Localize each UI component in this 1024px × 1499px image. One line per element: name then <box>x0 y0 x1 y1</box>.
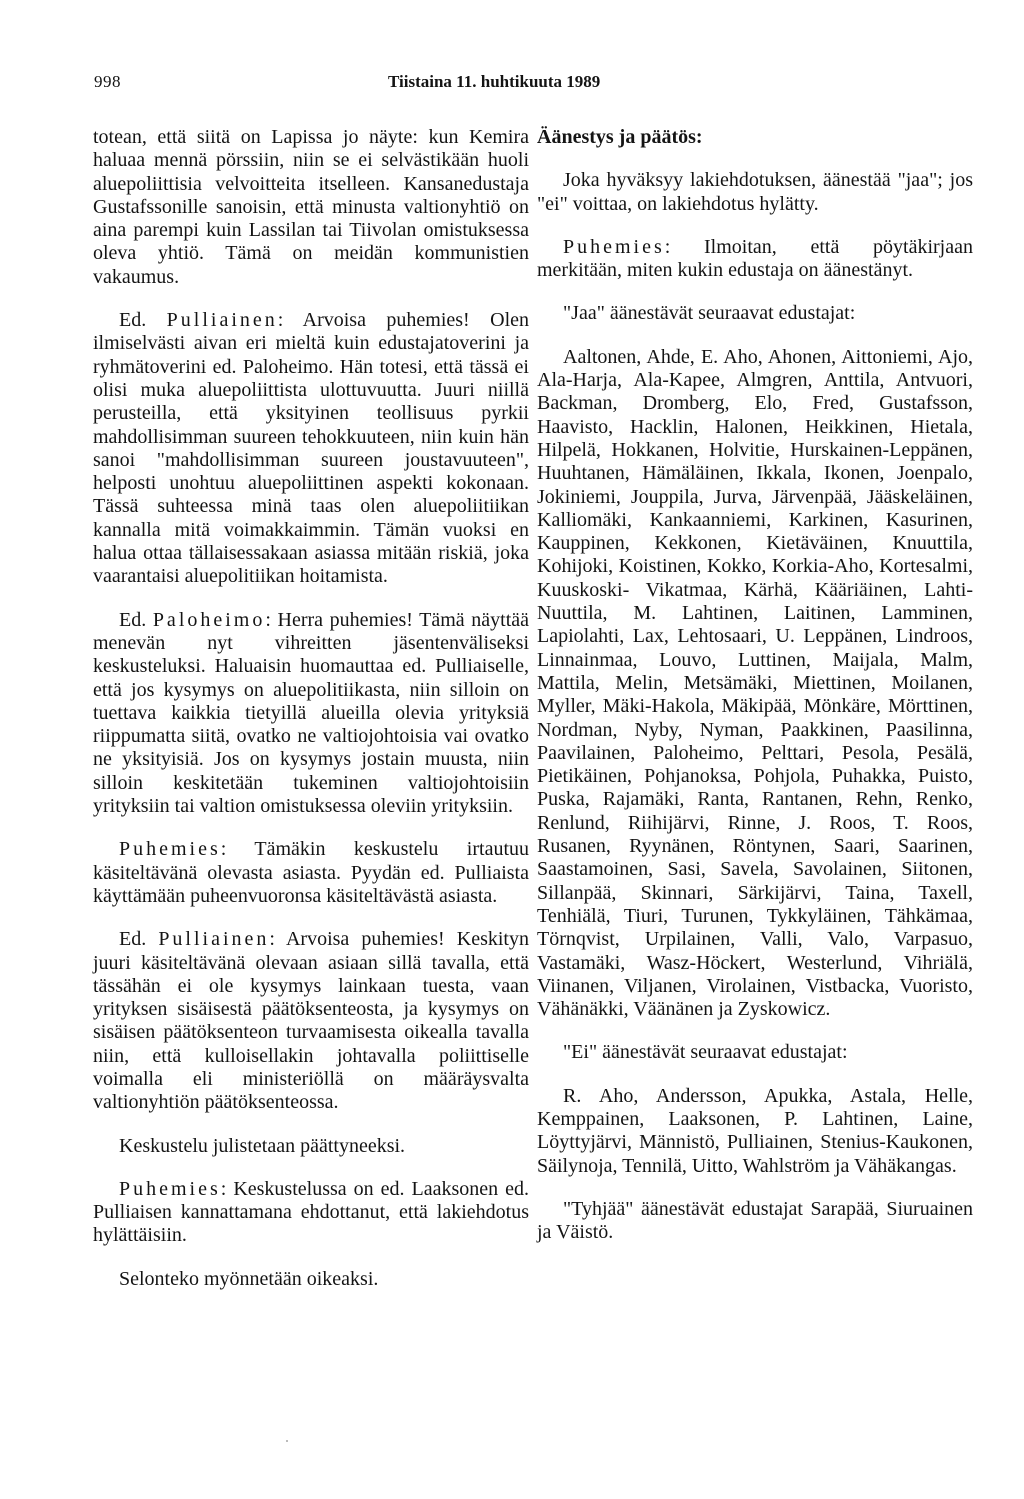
speech-text: : Herra puhemies! Tämä näyttää menevän nyt vihreitten jäsentenväliseksi keskusteluksi. Haluaisin huomauttaa ed. Pulliaiselle, että jos kysymys on aluepolitiikasta, niin silloin on tuettava kaikkia tietyillä alueilla olevia yrityksiä riippumatta siitä, ovatko ne valtiojohtoisia vai ovatko ne yksityisiä. Jos on kysymys jostain muusta, niin silloin keskitetään tukeminen valtiojohtoisiin yrityksiin tai valtion omistuksessa oleviin yrityksiin. <box>93 608 530 818</box>
tyhja-vote-paragraph: "Tyhjää" äänestävät edustajat Sarapää, Siuruainen ja Väistö. <box>537 1197 973 1244</box>
speech-puhemies-2 <box>93 1178 529 1248</box>
running-head-date: Tiistaina 11. huhtikuuta 1989 <box>388 72 601 91</box>
speech-paloheimo <box>93 609 529 819</box>
jaa-list-first: Aaltonen, <box>563 345 642 368</box>
scan-dot <box>286 1440 288 1442</box>
speaker-name: Puhemies <box>563 235 665 258</box>
speech-pulliainen-2 <box>93 928 529 1114</box>
jaa-vote-list <box>537 346 973 1022</box>
paragraph-report-approved: Selonteko myönnetään oikeaksi. <box>119 1267 379 1290</box>
ei-list-first: R. <box>563 1084 582 1107</box>
ei-list-names: Aho, Andersson, Apukka, Astala, Helle, Kemppainen, Laaksonen, P. Lahtinen, Laine, Löyttyjärvi, Männistö, Pulliainen, Stenius-Kaukonen, Säilynoja, Tennilä, Uitto, Wahlström ja Vähäkangas. <box>537 1084 974 1177</box>
paragraph-voting-instruction: Joka hyväksyy lakiehdotuksen, äänestää "jaa"; jos "ei" voittaa, on lakiehdotus hylätty. <box>537 169 973 215</box>
speech-text: : Ilmoitan, että pöytäkirjaan merkitään, miten kukin edustaja on äänestänyt. <box>537 235 973 282</box>
paragraph-continuation: totean, että siitä on Lapissa jo näyte: kun Kemira haluaa mennä pörssiin, niin se ei selvästikään huoli aluepoliittisia velvoitteita itselleen. Kansanedustaja Gustafssonille sanoisin, että minusta valtionyhtiö on aina parempi kuin Lassilan tai Tiivolan omistuksessa oleva yhtiö. Tämä on meidän kommunistien vakaumus. <box>93 126 529 288</box>
left-column <box>93 126 529 1311</box>
speech-text: : Tämäkin keskustelu irtautuu käsiteltävänä olevasta asiasta. Pyydän ed. Pulliaista käyttämään puheenvuoronsa käsiteltävästä asiasta. <box>93 838 529 907</box>
jaa-list-names: Ahde, E. Aho, Ahonen, Aittoniemi, Ajo, Ala-Harja, Ala-Kapee, Almgren, Anttila, Antvuori, Backman, Dromberg, Elo, Fred, Gustafsson, Haavisto, Hacklin, Halonen, Heikkinen, Hietala, Hilpelä, Hokkanen, Holvitie, Hurskainen-Leppänen, Huuhtanen, Hämäläinen, Ikkala, Ikonen, Joenpalo, Jokiniemi, Jouppila, Jurva, Järvenpää, Jääskeläinen, Kalliomäki, Kankaanniemi, Karkinen, Kasurinen, Kauppinen, Kekkonen, Kietäväinen, Knuuttila, Kohijoki, Koistinen, Kokko, Korkia-Aho, Kortesalmi, Kuuskoski- Vikatmaa, Kärhä, Kääriäinen, Lahti-Nuuttila, M. Lahtinen, Laitinen, Lamminen, Lapiolahti, Lax, Lehtosaari, U. Leppänen, Lindroos, Linnainmaa, Louvo, Luttinen, Maijala, Malm, Mattila, Melin, Metsämäki, Miettinen, Moilanen, Myller, Mäki-Hakola, Mäkipää, Mönkäre, Mörttinen, Nordman, Nyby, Nyman, Paakkinen, Paasilinna, Paavilainen, Paloheimo, Pelttari, Pesola, Pesälä, Pietikäinen, Pohjanoksa, Pohjola, Puhakka, Puisto, Puska, Rajamäki, Ranta, Rantanen, Rehn, Renko, Renlund, Riihijärvi, Rinne, J. Roos, T. Roos, Rusanen, Ryynänen, Röntynen, Saari, Saarinen, Saastamoinen, Sasi, Savela, Savolainen, Siitonen, Sillanpää, Skinnari, Särkijärvi, Taina, Taxell, Tenhiälä, Tiuri, Turunen, Tykkyläinen, Tähkämaa, Törnqvist, Urpilainen, Valli, Valo, Varpasuo, Vastamäki, Wasz-Höckert, Westerlund, Vihriälä, Viinanen, Viljanen, Virolainen, Vistbacka, Vuoristo, Vähänäkki, Väänänen ja Zyskowicz. <box>537 345 973 1021</box>
jaa-intro: "Jaa" äänestävät seuraavat edustajat: <box>563 302 856 325</box>
speech-text: : Arvoisa puhemies! Keskityn juuri käsiteltävänä olevaan asiaan sillä tavalla, että tässähän ei ole kysymys lainkaan tuesta, vaan yrityksen sisäisestä päätöksenteosta, ja kysymys on sisäisen päätöksenteon turvaamisesta oikealla tavalla niin, että kulloisellakin johtavalla poliittiselle voimalla eli ministeriöllä on määräysvalta valtionyhtiön päätöksenteossa. <box>93 928 529 1114</box>
ei-vote-list <box>537 1085 973 1178</box>
speech-puhemies-3 <box>537 236 973 283</box>
speaker-title: Ed. <box>119 608 147 631</box>
speech-text: : Keskustelussa on ed. Laaksonen ed. Pulliaisen kannattamana ehdottanut, että lakiehdotus hylättäisiin. <box>93 1177 529 1247</box>
speaker-name: Pulliainen <box>166 309 278 332</box>
speaker-name: Pulliainen <box>158 928 270 951</box>
speaker-title: Ed. <box>119 309 147 332</box>
speaker-name: Paloheimo <box>152 608 266 631</box>
speech-pulliainen-1 <box>93 309 529 589</box>
speech-text: : Arvoisa puhemies! Olen ilmiselvästi aivan eri mieltä kuin edustajatoverini ja ryhmätoverini ed. Paloheimo. Hän totesi, että tässä ei olisi muka aluepoliittista ulottuvuutta. Juuri niillä perusteilla, että yksityinen teollisuus pyrkii mahdollisimman suureen tehokkuuteen, niin kuin hän sanoi "mahdollisimman suureen joustavuuteen", helposti unohtuu aluepoliittinen aspekti kokonaan. Tässä suhteessa minä taas olen aluepoliitiikan kannalla mitä voimakkaimmin. Tämän vuoksi en halua ottaa tällaisessakaan asiassa mitään riskiä, joka vaarantaisi aluepolitiikan hoitamista. <box>93 309 530 588</box>
right-column <box>537 126 973 1264</box>
page-number: 998 <box>94 72 121 91</box>
ei-intro: "Ei" äänestävät seuraavat edustajat: <box>563 1041 848 1064</box>
speaker-name: Puhemies <box>119 838 221 861</box>
paragraph-discussion-closed: Keskustelu julistetaan päättyneeksi. <box>119 1134 406 1157</box>
speaker-name: Puhemies <box>119 1177 221 1200</box>
speech-puhemies-1 <box>93 838 529 908</box>
speaker-title: Ed. <box>119 928 147 951</box>
section-heading: Äänestys ja päätös: <box>537 126 703 148</box>
